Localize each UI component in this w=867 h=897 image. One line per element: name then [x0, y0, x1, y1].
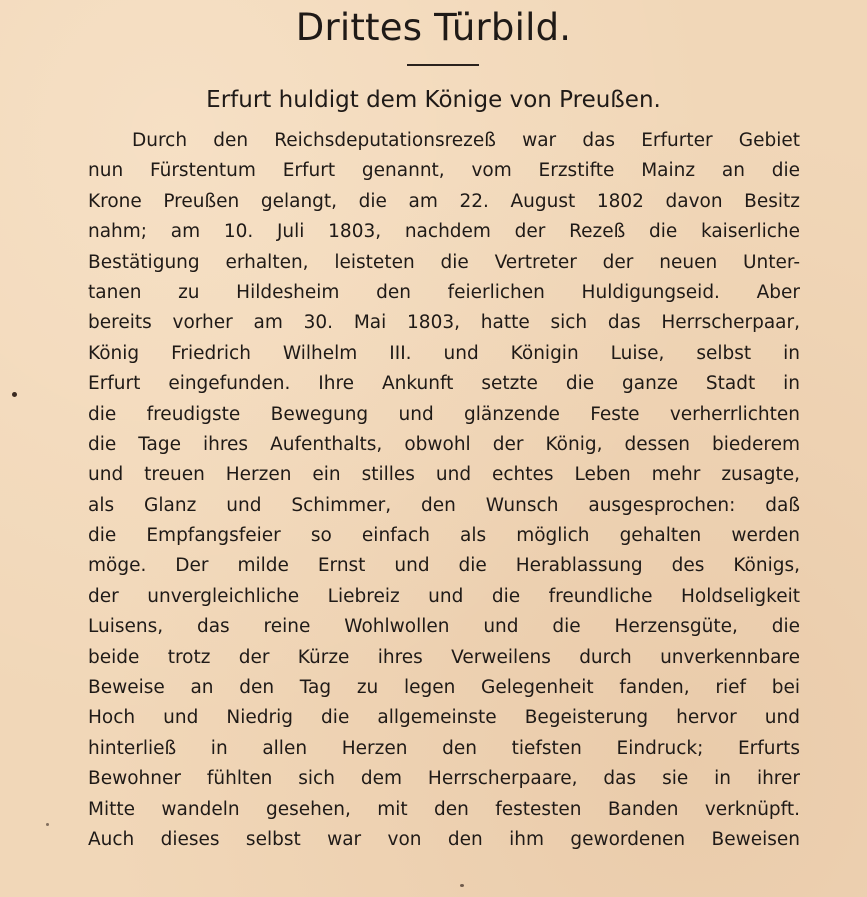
text-line: die Tage ihres Aufenthalts, obwohl der König, dessen biederem	[88, 433, 800, 455]
text-line: beide trotz der Kürze ihres Verweilens durch unverkennbare	[88, 646, 800, 668]
text-line: die Empfangsfeier so einfach als möglich gehalten werden	[88, 525, 800, 547]
text-line: Auch dieses selbst war von den ihm gewordenen Beweisen	[88, 828, 800, 850]
page-title: Drittes Türbild.	[295, 6, 572, 49]
paper-speck	[12, 392, 17, 397]
text-line: Mitte wandeln gesehen, mit den festesten Banden verknüpft.	[88, 798, 800, 820]
text-line: als Glanz und Schimmer, den Wunsch ausgesprochen: daß	[88, 494, 800, 516]
section-subtitle: Erfurt huldigt dem Könige von Preußen.	[206, 87, 661, 113]
text-line: Durch den Reichsdeputationsrezeß war das Erfurter Gebiet	[132, 130, 800, 151]
text-line: möge. Der milde Ernst und die Herablassung des Königs,	[88, 555, 800, 577]
text-line: und treuen Herzen ein stilles und echtes Leben mehr zusagte,	[88, 464, 800, 486]
title-divider	[407, 64, 479, 66]
text-line: die freudigste Bewegung und glänzende Feste verherrlichten	[88, 403, 800, 425]
body-paragraph	[88, 126, 800, 855]
text-line: Bewohner fühlten sich dem Herrscherpaare, das sie in ihrer	[88, 768, 800, 790]
paper-speck	[460, 884, 464, 887]
text-line: nun Fürstentum Erfurt genannt, vom Erzstifte Mainz an die	[88, 160, 800, 182]
text-line: Bestätigung erhalten, leisteten die Vertreter der neuen Unter-	[88, 251, 800, 273]
text-line: Krone Preußen gelangt, die am 22. August 1802 davon Besitz	[88, 190, 800, 212]
text-line: Hoch und Niedrig die allgemeinste Begeisterung hervor und	[88, 707, 800, 729]
text-line: König Friedrich Wilhelm III. und Königin Luise, selbst in	[88, 342, 800, 364]
text-line: Luisens, das reine Wohlwollen und die Herzensgüte, die	[88, 616, 800, 638]
paper-speck	[46, 823, 49, 826]
text-line: nahm; am 10. Juli 1803, nachdem der Rezeß die kaiserliche	[88, 221, 800, 243]
text-line: hinterließ in allen Herzen den tiefsten Eindruck; Erfurts	[88, 737, 800, 759]
text-line: bereits vorher am 30. Mai 1803, hatte sich das Herrscherpaar,	[88, 312, 800, 334]
text-line: tanen zu Hildesheim den feierlichen Huldigungseid. Aber	[88, 281, 800, 303]
text-line: Beweise an den Tag zu legen Gelegenheit fanden, rief bei	[88, 677, 800, 699]
text-line: der unvergleichliche Liebreiz und die freundliche Holdseligkeit	[88, 585, 800, 607]
text-line: Erfurt eingefunden. Ihre Ankunft setzte die ganze Stadt in	[88, 373, 800, 395]
